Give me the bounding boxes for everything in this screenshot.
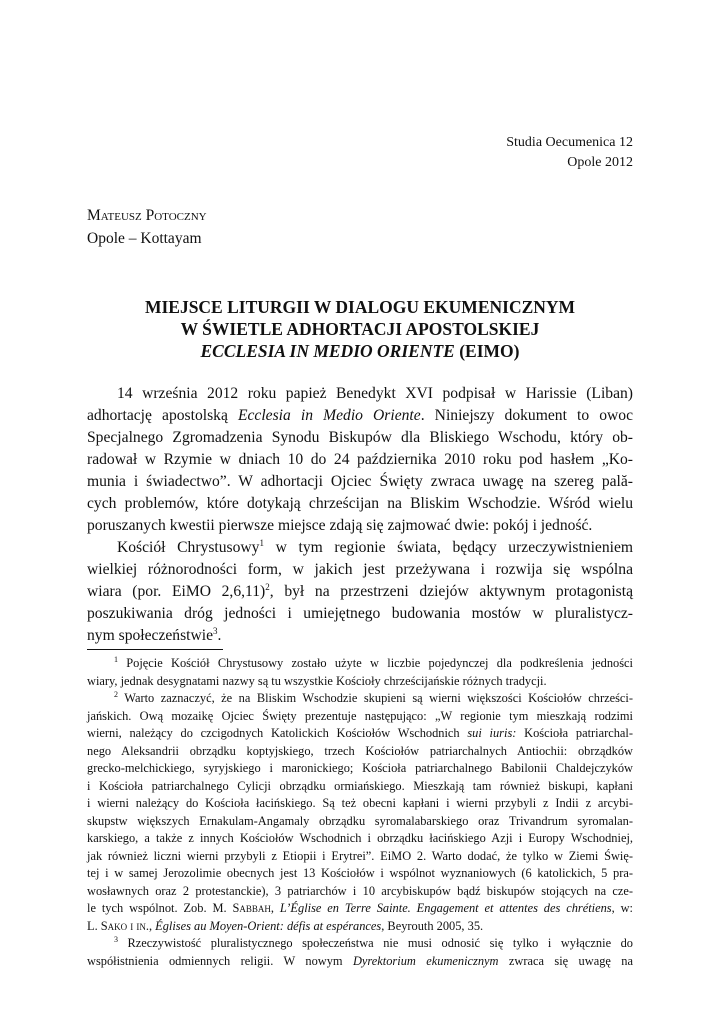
body-line: wiara (por. EiMO 2,6,11)$^2$, był na przestrzeni dziejów aktywnym protagonistą <box>87 581 633 600</box>
paragraph-2 <box>87 537 633 647</box>
author-block <box>87 204 207 250</box>
footnote-line: nego Aleksandrii obrządku koptyjskiego, trzech Kościołów patriarchalnych Antiochii: obrządków <box>87 743 633 758</box>
document-title-italic: Ecclesia in Medio Oriente <box>237 407 421 424</box>
footnote-line: $^2$ Warto zaznaczyć, że na Bliskim Wschodzie skupieni są wierni większości Kościołów chrześci- <box>114 689 633 705</box>
footnote-separator <box>87 649 223 650</box>
footnote-line: karskiego, a także z innych Kościołów Wschodnich i obrządku łacińskiego Azji i Europy Wschodniej, <box>87 831 633 845</box>
author-name <box>87 204 207 227</box>
title-document-name: ECCLESIA IN MEDIO ORIENTE <box>200 341 455 361</box>
footnote-number: 3 <box>114 934 118 944</box>
footnote-line: wosławnych oraz 2 protestanckie), 3 patriarchów i 10 arcybiskupów bądź biskupów stojących na cze- <box>87 883 633 898</box>
footnote-line: grecko-melchickiego, syryjskiego i maronickiego; Kościoła patriarchalnego Babilonii Chaldejczyków <box>87 761 633 775</box>
footnote-2 <box>87 690 633 935</box>
body-line: nym społeczeństwie$^3$. <box>87 625 222 644</box>
body-line: poruszanych kwestii pierwsze miejsce zdają się zajmować dwie: pokój i jedność. <box>87 517 593 534</box>
body-line: wielkiej różnorodności form, w jakich jest przeżywana i rozwija się wspólna <box>87 561 633 578</box>
journal-place-year: Opole 2012 <box>567 155 633 170</box>
footnote-number: 2 <box>114 689 118 699</box>
title-line-2: W ŚWIETLE ADHORTACJI APOSTOLSKIEJ <box>180 319 540 339</box>
title-abbrev: (EIMO) <box>454 341 520 361</box>
footnote-line: tej i w samej Jerozolimie obecnych jest 13 Kościołów i wspólnot wyznaniowych (6 katolickich, 5 pra- <box>87 866 633 880</box>
author-affiliation: Opole – Kottayam <box>87 230 202 247</box>
author-last-name: Potoczny <box>145 207 207 224</box>
footnote-1 <box>87 655 633 690</box>
footnote-line: $^1$ Pojęcie Kościół Chrystusowy zostało użyte w liczbie pojedynczej dla podkreślenia jedności <box>114 654 633 670</box>
footnote-line: L. Sako i in., Églises au Moyen-Orient: défis at espérances, Beyrouth 2005, 35. <box>87 918 484 933</box>
footnote-line: i wierni należący do Kościoła łacińskiego. Są też obecni kapłani i wierni przybyli z Indii z arcybi- <box>87 796 633 810</box>
body-line: munia i świadectwo”. W adhortacji Ojciec Święty zwraca uwagę na szereg pală- <box>87 473 633 490</box>
body-line: cych problemów, które dotykają chrześcijan na Bliskim Wschodzie. Wśród wielu <box>87 495 633 512</box>
body-line: 14 września 2012 roku papież Benedykt XVI podpisał w Harissie (Liban) <box>117 385 633 402</box>
footnote-line: i Kościoła patriarchalnego Cylicji obrządku ormiańskiego. Mieszkają tam również biskupi, kapłani <box>87 778 633 793</box>
footnote-line: jańskich. Ową mozaikę Ojciec Święty prezentuje następująco: „W regionie tym mieszkają rodzimi <box>87 708 633 723</box>
footnote-line: współistnienia odmiennych religii. W nowym Dyrektorium ekumenicznym zwraca się uwagę na <box>87 953 633 968</box>
journal-series: Studia Oecumenica 12 <box>506 135 633 150</box>
footnotes <box>87 655 633 970</box>
footnote-line: wierni, należący do czcigodnych Katolickich Kościołów Wschodnich sui iuris: Kościoła patriarchal- <box>87 726 633 740</box>
footnote-line: skupstw większych Ernakulam-Angamaly obrządku syromalabarskiego oraz Trivandrum syromalan- <box>87 813 633 828</box>
article-body <box>87 383 633 647</box>
paragraph-1 <box>87 383 633 537</box>
footnote-ref-1[interactable]: 1 <box>259 537 264 548</box>
footnote-number: 1 <box>114 654 118 664</box>
footnote-line: wiary, jednak desygnatami nazwy są tu wszystkie Kościoły chrześcijańskie różnych tradycji. <box>87 673 547 688</box>
footnote-ref-3[interactable]: 3 <box>213 625 218 636</box>
footnote-ref-2[interactable]: 2 <box>265 581 270 592</box>
footnote-line: le tych wspólnot. Zob. M. Sabbah, L’Église en Terre Sainte. Engagement et attentes des chrétiens, w: <box>87 901 633 915</box>
footnote-line: jak również liczni wierni przybyli z Etiopii i Erytrei”. EiMO 2. Warto dodać, że tylko w Ziemi Świę- <box>87 848 633 863</box>
article-title <box>87 296 633 362</box>
body-line: adhortację apostolską Ecclesia in Medio Oriente. Niniejszy dokument to owoc <box>87 407 634 424</box>
title-line-1: MIEJSCE LITURGII W DIALOGU EKUMENICZNYM <box>144 297 576 317</box>
footnote-line: $^3$ Rzeczywistość pluralistycznego społeczeństwa nie musi odnosić się tylko i wyłącznie do <box>114 934 633 950</box>
body-line: poszukiwania dróg jedności i umiejętnego budowania mostów w pluralistycz- <box>87 605 633 622</box>
footnote-3 <box>87 935 633 970</box>
journal-header <box>506 133 633 173</box>
author-first-name: Mateusz <box>87 207 142 224</box>
body-line: Kościół Chrystusowy$^1$ w tym regionie świata, będący urzeczywistnieniem <box>117 537 634 556</box>
body-line: radował w Rzymie w dniach 10 do 24 października 2010 roku pod hasłem „Ko- <box>87 451 633 468</box>
body-line: Specjalnego Zgromadzenia Synodu Biskupów dla Bliskiego Wschodu, który ob- <box>87 429 633 446</box>
title-line-3 <box>87 340 633 362</box>
